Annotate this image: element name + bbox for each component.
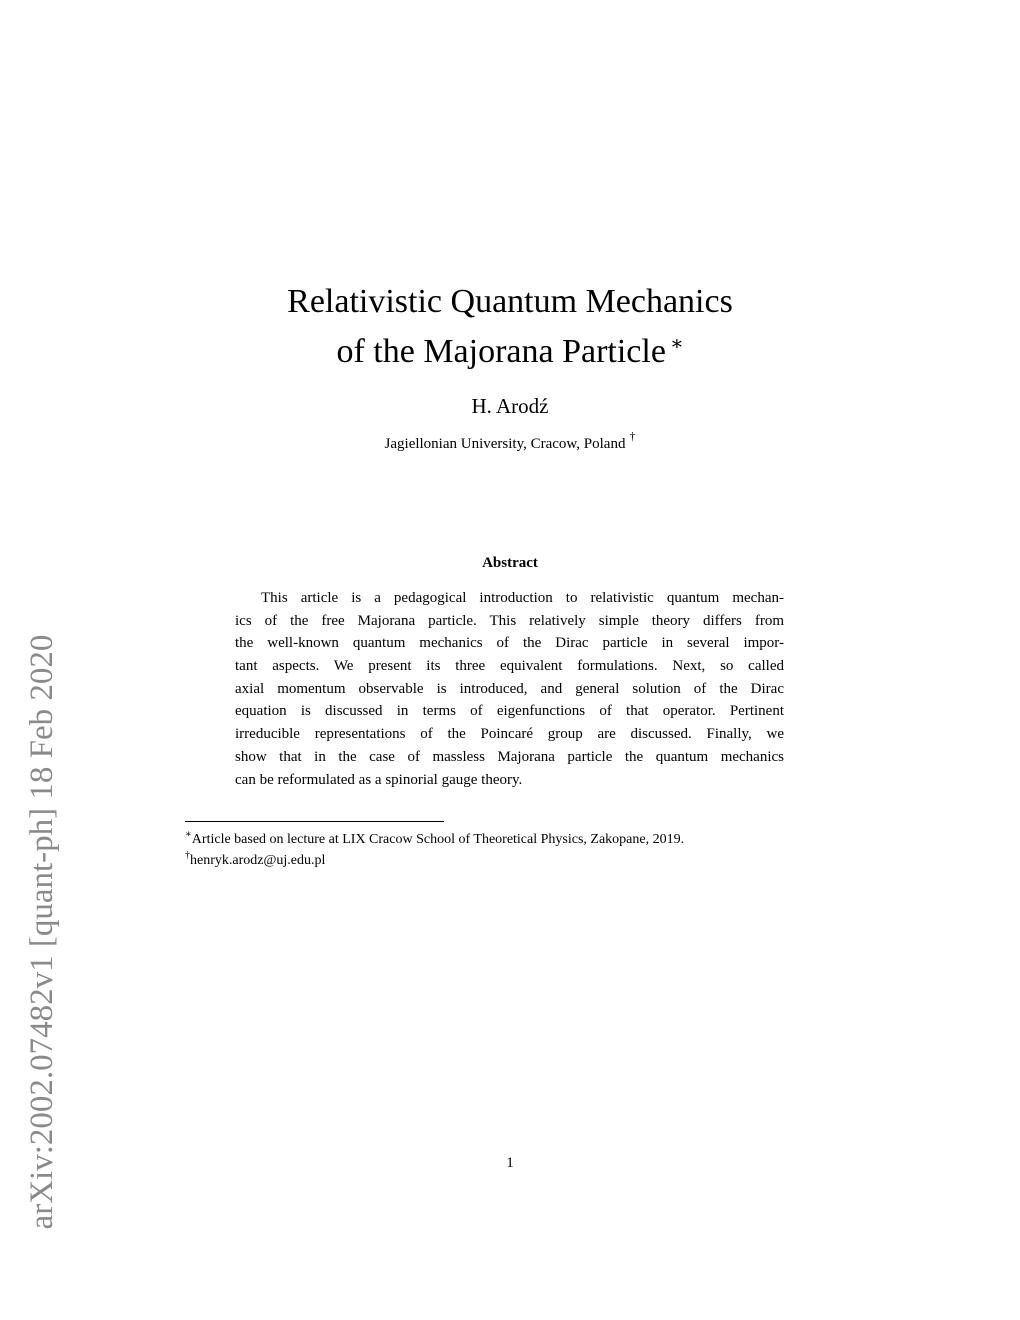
abstract-line: tant aspects. We present its three equivalent formulations. Next, so called [235, 658, 784, 675]
footnote-separator [185, 821, 444, 822]
footnote-text: Article based on lecture at LIX Cracow School of Theoretical Physics, Zakopane, 2019. [191, 832, 685, 847]
affiliation-footnote-marker: † [629, 429, 636, 443]
paper-title-text-1: Relativistic Quantum Mechanics [287, 283, 733, 320]
paper-title-line-1 [200, 280, 820, 324]
arxiv-identifier-stamp: arXiv:2002.07482v1 [quant-ph] 18 Feb 2020 [24, 634, 60, 1230]
abstract-line: This article is a pedagogical introduction to relativistic quantum mechan- [261, 590, 784, 606]
abstract-body [235, 587, 784, 791]
abstract-line: equation is discussed in terms of eigenfunctions of that operator. Pertinent [235, 703, 784, 720]
title-footnote-marker: ∗ [669, 333, 684, 355]
page-number: 1 [506, 1155, 514, 1171]
footnote-marker: ∗ [185, 829, 192, 840]
affiliation-text: Jagiellonian University, Cracow, Poland [384, 436, 626, 452]
abstract-line: the well-known quantum mechanics of the Dirac particle in several impor- [235, 635, 784, 652]
paper-title-line-2 [200, 322, 820, 374]
abstract-line: can be reformulated as a spinorial gauge theory. [235, 771, 523, 788]
abstract-heading: Abstract [482, 555, 538, 571]
author-affiliation [200, 425, 820, 455]
footnote-marker: † [185, 850, 190, 861]
author-email: henryk.arodz@uj.edu.pl [190, 853, 326, 868]
abstract-line: irreducible representations of the Poincaré group are discussed. Finally, we [235, 726, 784, 743]
footnote-email [185, 846, 825, 871]
abstract-line: ics of the free Majorana particle. This relatively simple theory differs from [235, 612, 784, 629]
author-name: H. Arodź [471, 394, 549, 418]
paper-title-text-2: of the Majorana Particle [336, 333, 666, 370]
abstract-line: show that in the case of massless Majorana particle the quantum mechanics [235, 748, 784, 765]
abstract-line: axial momentum observable is introduced, and general solution of the Dirac [235, 680, 784, 697]
